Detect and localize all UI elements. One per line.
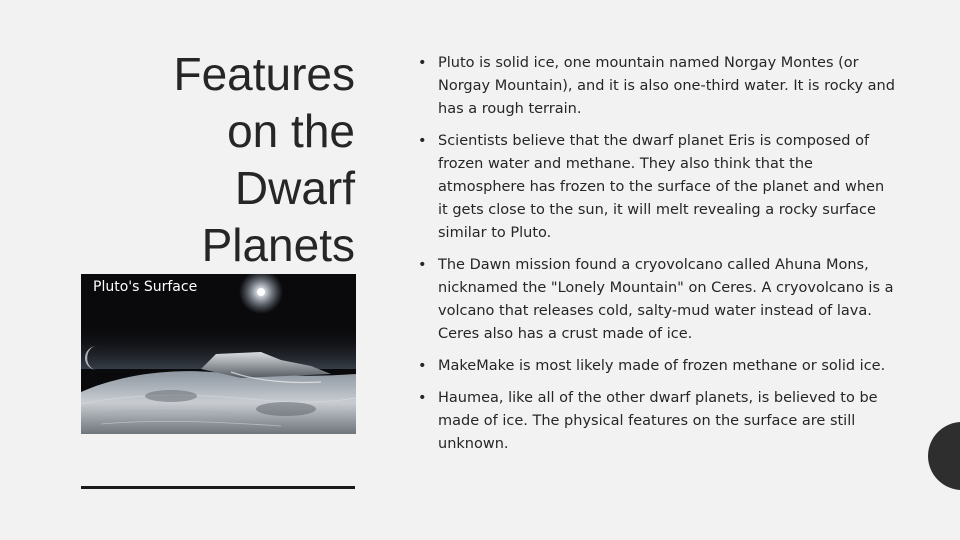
bullet-icon: • <box>418 55 427 71</box>
bullet-text: The Dawn mission found a cryovolcano called Ahuna Mons, nicknamed the "Lonely Mountain" on Ceres. A cryovolcano is a volcano that releases cold, salty-mud water instead of lava. Ceres also has a crust made of ice. <box>438 257 894 342</box>
photo-caption: Pluto's Surface <box>93 279 198 295</box>
pluto-surface-image <box>81 274 356 434</box>
pluto-surface-illustration <box>81 274 356 434</box>
bullet-item <box>418 355 898 378</box>
bullet-icon: • <box>418 358 427 374</box>
bullet-text: Pluto is solid ice, one mountain named Norgay Montes (or Norgay Mountain), and it is also one-third water. It is rocky and has a rough terrain. <box>438 55 895 117</box>
slide-title <box>100 46 355 274</box>
bullet-text: Haumea, like all of the other dwarf planets, is believed to be made of ice. The physical features on the surface are still unknown. <box>438 390 878 452</box>
bullet-list <box>418 52 898 465</box>
title-line: on the <box>227 105 355 157</box>
bullet-item <box>418 254 898 346</box>
title-line: Features <box>173 48 355 100</box>
title-underline <box>81 486 355 489</box>
title-line: Dwarf <box>234 162 355 214</box>
bullet-icon: • <box>418 390 427 406</box>
bullet-item <box>418 387 898 456</box>
bullet-icon: • <box>418 133 427 149</box>
title-line: Planets <box>201 219 355 271</box>
bullet-text: MakeMake is most likely made of frozen methane or solid ice. <box>438 358 886 374</box>
bullet-icon: • <box>418 257 427 273</box>
bullet-item <box>418 52 898 121</box>
bullet-text: Scientists believe that the dwarf planet Eris is composed of frozen water and methane. They also think that the atmosphere has frozen to the surface of the planet and when it gets close to the sun, it will melt revealing a rocky surface similar to Pluto. <box>438 133 885 241</box>
decorative-circle <box>928 422 960 490</box>
bullet-item <box>418 130 898 245</box>
